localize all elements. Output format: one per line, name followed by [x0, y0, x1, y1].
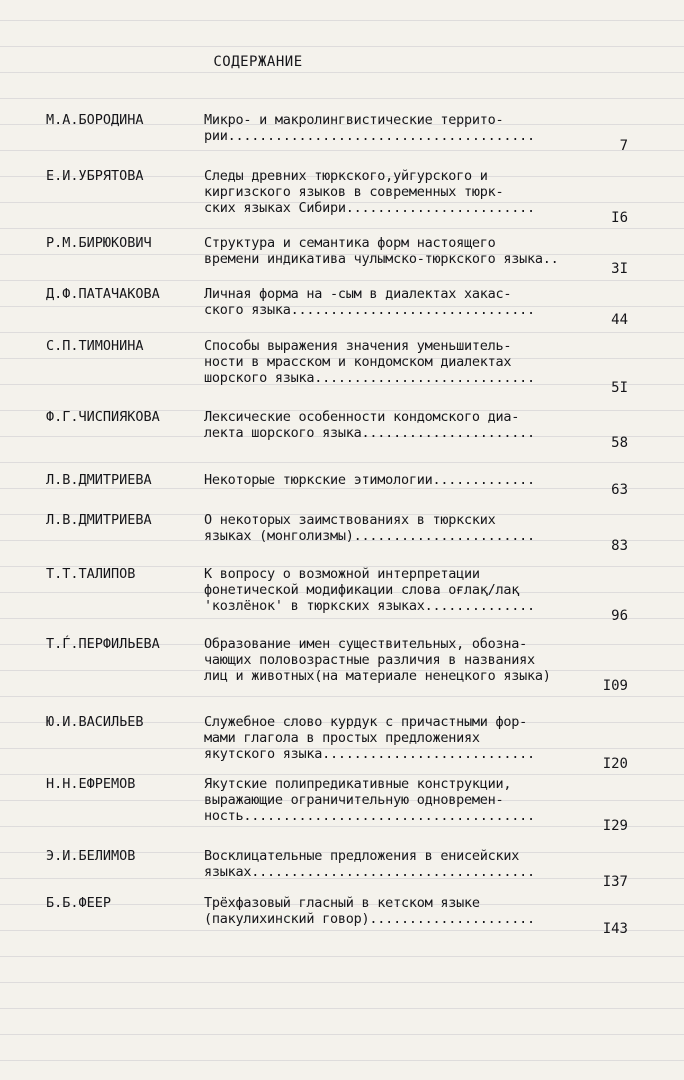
- toc-title-line: К вопросу о возможной интерпретации: [204, 566, 480, 582]
- toc-author: Д.Ф.ПАТАЧАКОВА: [46, 286, 160, 302]
- toc-page-number: I20: [602, 756, 628, 772]
- toc-title: [204, 848, 569, 880]
- toc-title-line: Трёхфазовый гласный в кетском языке: [204, 895, 480, 911]
- toc-author: Т.Т.ТАЛИПОВ: [46, 566, 136, 582]
- toc-page-number: 63: [611, 482, 628, 498]
- toc-title-line: мами глагола в простых предложениях: [204, 730, 480, 746]
- toc-title: [204, 168, 569, 216]
- toc-title: [204, 566, 569, 614]
- toc-page-number: 7: [619, 138, 628, 154]
- toc-page-number: I37: [602, 874, 628, 890]
- toc-title-line: Некоторые тюркские этимологии.............: [204, 472, 535, 488]
- toc-title-line: Образование имен существительных, обозна-: [204, 636, 527, 652]
- toc-title-line: Лексические особенности кондомского диа-: [204, 409, 520, 425]
- toc-page-number: 3I: [611, 261, 628, 277]
- toc-title: [204, 472, 569, 488]
- toc-title-line: чающих половозрастные различия в названиях: [204, 652, 535, 668]
- toc-title-line: Личная форма на -сым в диалектах хакас-: [204, 286, 512, 302]
- toc-title-line: О некоторых заимствованиях в тюркских: [204, 512, 496, 528]
- toc-page-number: 5I: [611, 380, 628, 396]
- toc-author: Т.Ѓ.ПЕРФИЛЬЕВА: [46, 636, 160, 652]
- toc-title: [204, 895, 569, 927]
- toc-page-number: 44: [611, 312, 628, 328]
- toc-title-line: (пакулихинский говор).....................: [204, 911, 535, 927]
- toc-title-line: фонетической модификации слова оғлақ/лақ: [204, 582, 520, 598]
- toc-page-number: I09: [602, 678, 628, 694]
- toc-title-line: ность.....................................: [204, 808, 535, 824]
- toc-author: Ю.И.ВАСИЛЬЕВ: [46, 714, 144, 730]
- toc-title-line: ности в мрасском и кондомском диалектах: [204, 354, 512, 370]
- toc-page-number: I6: [611, 210, 628, 226]
- toc-title-line: Микро- и макролингвистические террито-: [204, 112, 504, 128]
- toc-title-line: Служебное слово курдук с причастными фор-: [204, 714, 527, 730]
- toc-title: [204, 112, 569, 144]
- toc-title-line: ских языках Сибири........................: [204, 200, 535, 216]
- toc-title-line: ского языка...............................: [204, 302, 535, 318]
- toc-author: Б.Б.ФЕЕР: [46, 895, 112, 911]
- toc-title-line: языках (монголизмы).......................: [204, 528, 535, 544]
- toc-title-line: лиц и животных(на материале ненецкого языка): [204, 668, 551, 684]
- toc-author: С.П.ТИМОНИНА: [46, 338, 144, 354]
- toc-title: [204, 409, 569, 441]
- toc-author: Р.М.БИРЮКОВИЧ: [46, 235, 152, 251]
- toc-title-line: якутского языка...........................: [204, 746, 535, 762]
- toc-title: [204, 235, 569, 267]
- toc-title: [204, 714, 569, 762]
- toc-title-line: киргизского языков в современных тюрк-: [204, 184, 504, 200]
- toc-title-line: Следы древних тюркского,уйгурского и: [204, 168, 488, 184]
- toc-author: М.А.БОРОДИНА: [46, 112, 144, 128]
- toc-author: Л.В.ДМИТРИЕВА: [46, 472, 152, 488]
- toc-title: [204, 776, 569, 824]
- toc-title: [204, 338, 569, 386]
- toc-title-line: шорского языка............................: [204, 370, 535, 386]
- toc-page-number: 83: [611, 538, 628, 554]
- toc-title-line: рии.......................................: [204, 128, 535, 144]
- toc-author: Н.Н.ЕФРЕМОВ: [46, 776, 136, 792]
- toc-title-line: Структура и семантика форм настоящего: [204, 235, 496, 251]
- toc-author: Е.И.УБРЯТОВА: [46, 168, 144, 184]
- toc-title-line: Якутские полипредикативные конструкции,: [204, 776, 512, 792]
- toc-page-number: I43: [602, 921, 628, 937]
- toc-title-line: лекта шорского языка......................: [204, 425, 535, 441]
- toc-title-line: 'козлёнок' в тюркских языках..............: [204, 598, 535, 614]
- toc-author: Э.И.БЕЛИМОВ: [46, 848, 136, 864]
- toc-author: Л.В.ДМИТРИЕВА: [46, 512, 152, 528]
- toc-title-line: языках....................................: [204, 864, 535, 880]
- toc-title: [204, 512, 569, 544]
- toc-author: Ф.Г.ЧИСПИЯКОВА: [46, 409, 160, 425]
- toc-page-number: I29: [602, 818, 628, 834]
- toc-page-number: 96: [611, 608, 628, 624]
- toc-title: [204, 286, 569, 318]
- toc-title: [204, 636, 569, 684]
- toc-title-line: времени индикатива чулымско-тюркского языка..: [204, 251, 559, 267]
- page-title: СОДЕРЖАНИЕ: [213, 54, 303, 70]
- toc-title-line: Способы выражения значения уменьшитель-: [204, 338, 512, 354]
- toc-title-line: Восклицательные предложения в енисейских: [204, 848, 520, 864]
- toc-page-number: 58: [611, 435, 628, 451]
- toc-title-line: выражающие ограничительную одновремен-: [204, 792, 504, 808]
